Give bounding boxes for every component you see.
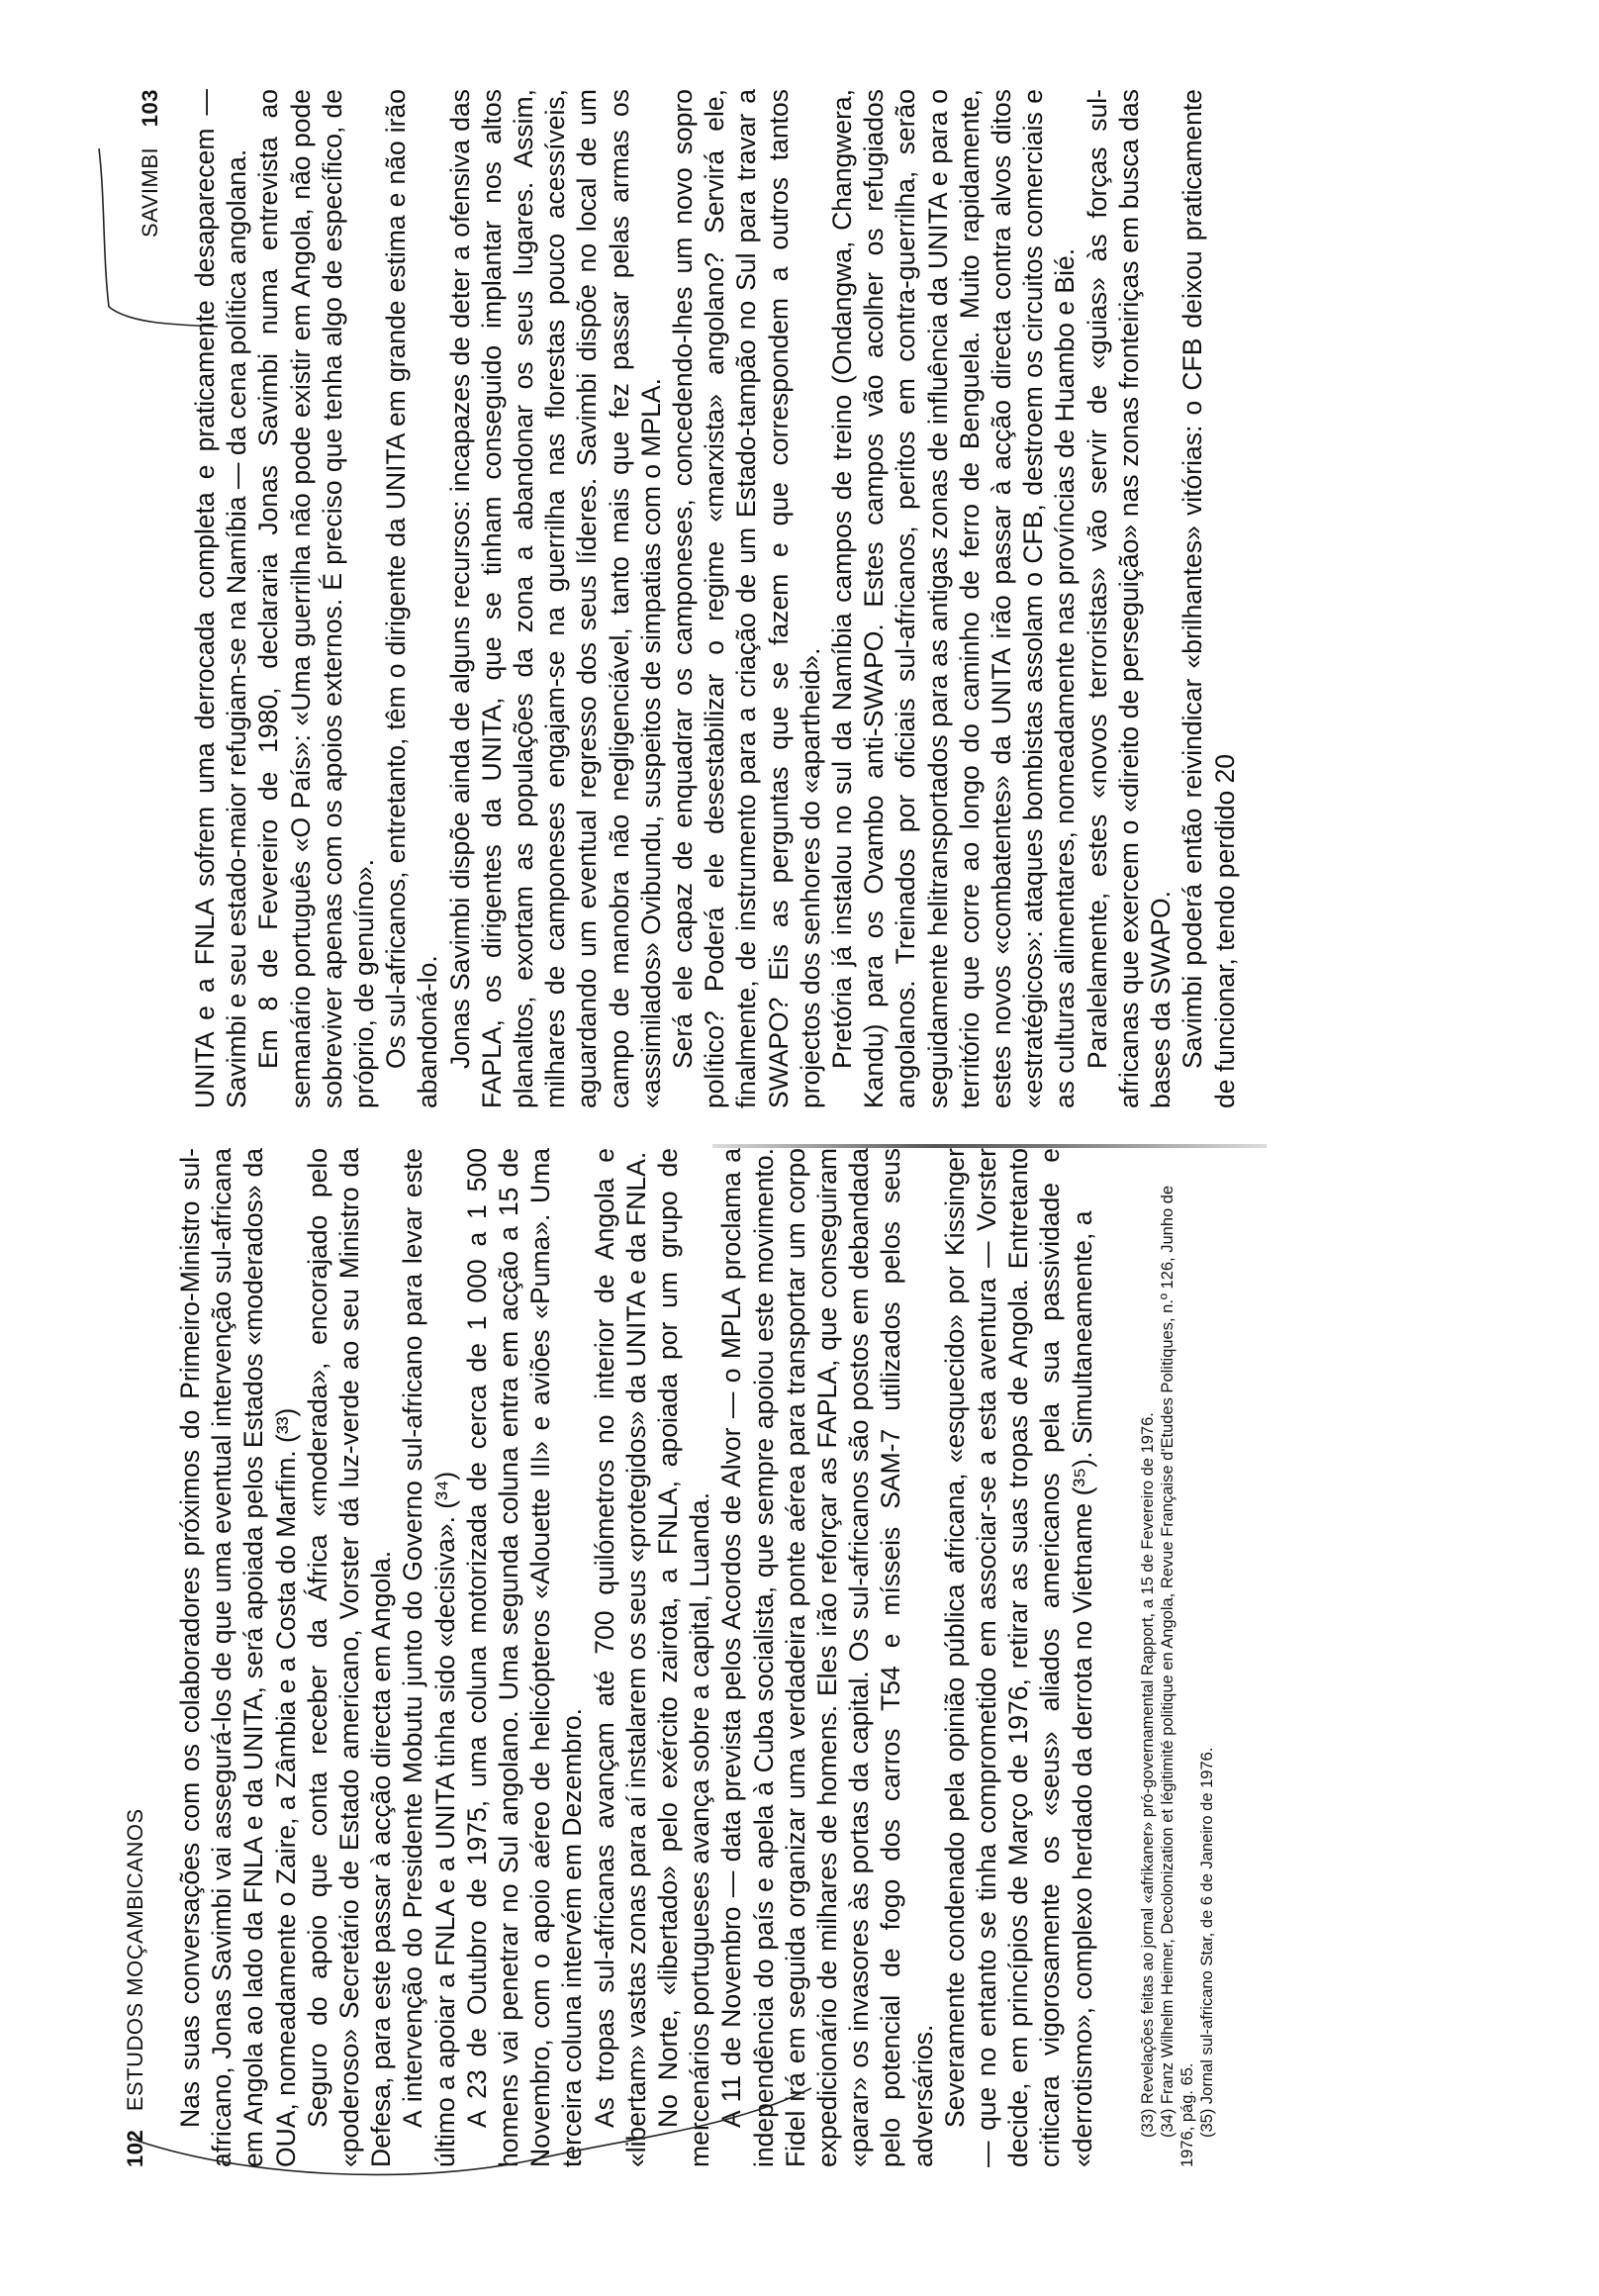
pen-mark-bracket [119, 2068, 831, 2197]
pen-mark-bracket [89, 139, 228, 336]
paragraph: Savimbi poderá então reivindicar «brilhantes» vitórias: o CFB deixou praticamente de funcionar, tendo perdido 20 [1177, 89, 1240, 1108]
paragraph: Pretória já instalou no sul da Namíbia campos de treino (Ondangwa, Changwera, Kandu) para os Ovambo anti-SWAPO. Estes campos vão acolher os refugiados angolanos. Treinados por oficiais sul-africanos, peritos em contra-guerrilha, serão seguidamente helitransportados para as antigas zonas de influência da UNITA e para o território que corre ao longo do caminho de ferro de Benguela. Muito rapidamente, estes novos «combatentes» da UNITA irão passar à acção directa contra alvos ditos «estratégicos»: ataques bombistas assolam o CFB, destroem os circuitos comerciais e as culturas alimentares, nomeadamente nas províncias de Huambo e Bié. [827, 89, 1081, 1108]
right-page [134, 89, 1539, 1108]
running-head-title: SAVIMBI [138, 146, 162, 238]
paragraph: No Norte, «libertado» pelo exército zairota, a FNLA, apoiada por um grupo de mercenários portugueses avança sobre a capital, Luanda. [653, 1148, 715, 2167]
page-number: 103 [138, 89, 162, 128]
paragraph: Jonas Savimbi dispõe ainda de alguns recursos: incapazes de deter a ofensiva das FAPLA, os dirigentes da UNITA, que se tinham conseguido implantar nos altos planaltos, exortam as populações da zona a abandonar os seus lugares. Assim, milhares de camponeses engajam-se na guerrilha nas florestas pouco acessíveis, aguardando um eventual regresso dos seus líderes. Savimbi dispõe no local de um campo de manobra não negligenciável, tanto mais que fez passar pelas armas os «assimilados» Ovibundu, suspeitos de simpatias com o MPLA. [444, 89, 666, 1108]
page-gutter [712, 1144, 1267, 1148]
paragraph: UNITA e a FNLA sofrem uma derrocada completa e praticamente desaparecem — Savimbi e seu estado-maior refugiam-se na Namíbia — da cena política angolana. [190, 89, 252, 1108]
paragraph: Severamente condenado pela opinião pública africana, «esquecido» por Kissinger — que no entanto se tinha comprometido em associar-se a esta aventura — Vorster decide, em princípios de Março de 1976, retirar as suas tropas de Angola. Entretanto criticara vigorosamente os «seus» aliados americanos pela sua passividade e «derrotismo», complexo herdado da derrota no Vietname (³⁵). Simultaneamente, a [939, 1148, 1097, 2167]
footnote: (33) Revelações feitas ao jornal «afrikaner» pró-governamental Rapport, a 15 de Fevereiro de 1976. [1138, 1412, 1157, 2138]
left-page [119, 1148, 1524, 2167]
footnote: (35) Jornal sul-africano Star, de 6 de Janeiro de 1976. [1197, 1747, 1216, 2138]
running-head-title: ESTUDOS MOÇAMBICANOS [123, 1808, 147, 2112]
paragraph: Em 8 de Fevereiro de 1980, declararia Jonas Savimbi numa entrevista ao semanário português «O País»: «Uma guerrilha não pode existir em Angola, não pode sobreviver apenas com os apoios externos. É preciso que tenha algo de específico, de próprio, de genuíno». [253, 89, 380, 1108]
page-number: 102 [123, 2129, 147, 2167]
paragraph: Nas suas conversações com os colaboradores próximos do Primeiro-Ministro sul-africano, Jonas Savimbi vai assegurá-los de que uma eventual intervenção sul-africana em Angola ao lado da FNLA e da UNITA, será apoiada pelos Estados «moderados» da OUA, nomeadamente o Zaire, a Zâmbia e a Costa do Marfim. (³³) [175, 1148, 301, 2167]
paragraph: Os sul-africanos, entretanto, têm o dirigente da UNITA em grande estima e não irão abandoná-lo. [381, 89, 443, 1108]
paragraph: A 11 de Novembro — data prevista pelos Acordos de Alvor — o MPLA proclama a independência do país e apela à Cuba socialista, que sempre apoiou este movimento. Fidel irá em seguida organizar uma verdadeira ponte aérea para transportar um corpo expedicionário de milhares de homens. Eles irão reforçar as FAPLA, que conseguiram «parar» os invasores às portas da capital. Os sul-africanos são postos em debandada pelo potencial de fogo dos carros T54 e mísseis SAM-7 utilizados pelos seus adversários. [716, 1148, 938, 2167]
paragraph: Paralelamente, estes «novos terroristas» vão servir de «guias» às forças sul-africanas que exercem o «direito de perseguição» nas zonas fronteiriças em busca das bases da SWAPO. [1082, 89, 1176, 1108]
paragraph: A 23 de Outubro de 1975, uma coluna motorizada de cerca de 1 000 a 1 500 homens vai penetrar no Sul angolano. Uma segunda coluna entra em acção a 15 de Novembro, com o apoio aéreo de helicópteros «Alouette III» e aviões «Puma». Uma terceira coluna intervém em Dezembro. [461, 1148, 588, 2167]
paragraph: Será ele capaz de enquadrar os camponeses, concedendo-lhes um novo sopro político? Poderá ele desestabilizar o regime «marxista» angolano? Servirá ele, finalmente, de instrumento para a criação de um Estado-tampão no Sul para travar a SWAPO? Eis as perguntas que se fazem e que correspondem a outros tantos projectos dos senhores do «apartheid». [668, 89, 825, 1108]
paragraph: As tropas sul-africanas avançam até 700 quilómetros no interior de Angola e «libertam» vastas zonas para aí instalarem os seus «protegidos» da UNITA e da FNLA. [589, 1148, 651, 2167]
footnote: (34) Franz Wilhelm Heimer, Decolonization et légitimité politique en Angola, Revue Française d'Etudes Politiques, n.º 126, Junho de 1976, pág. 65. [1158, 1185, 1196, 2167]
paragraph: A intervenção do Presidente Mobutu junto do Governo sul-africano para levar este último a apoiar a FNLA e a UNITA tinha sido «decisiva». (³⁴) [398, 1148, 460, 2167]
footnotes [1138, 1148, 1217, 2167]
left-running-head [119, 1148, 152, 2167]
paragraph: Seguro do apoio que conta receber da África «moderada», encorajado pelo «poderoso» Secretário de Estado americano, Vorster dá luz-verde ao seu Ministro da Defesa, para este passar à acção directa em Angola. [302, 1148, 397, 2167]
